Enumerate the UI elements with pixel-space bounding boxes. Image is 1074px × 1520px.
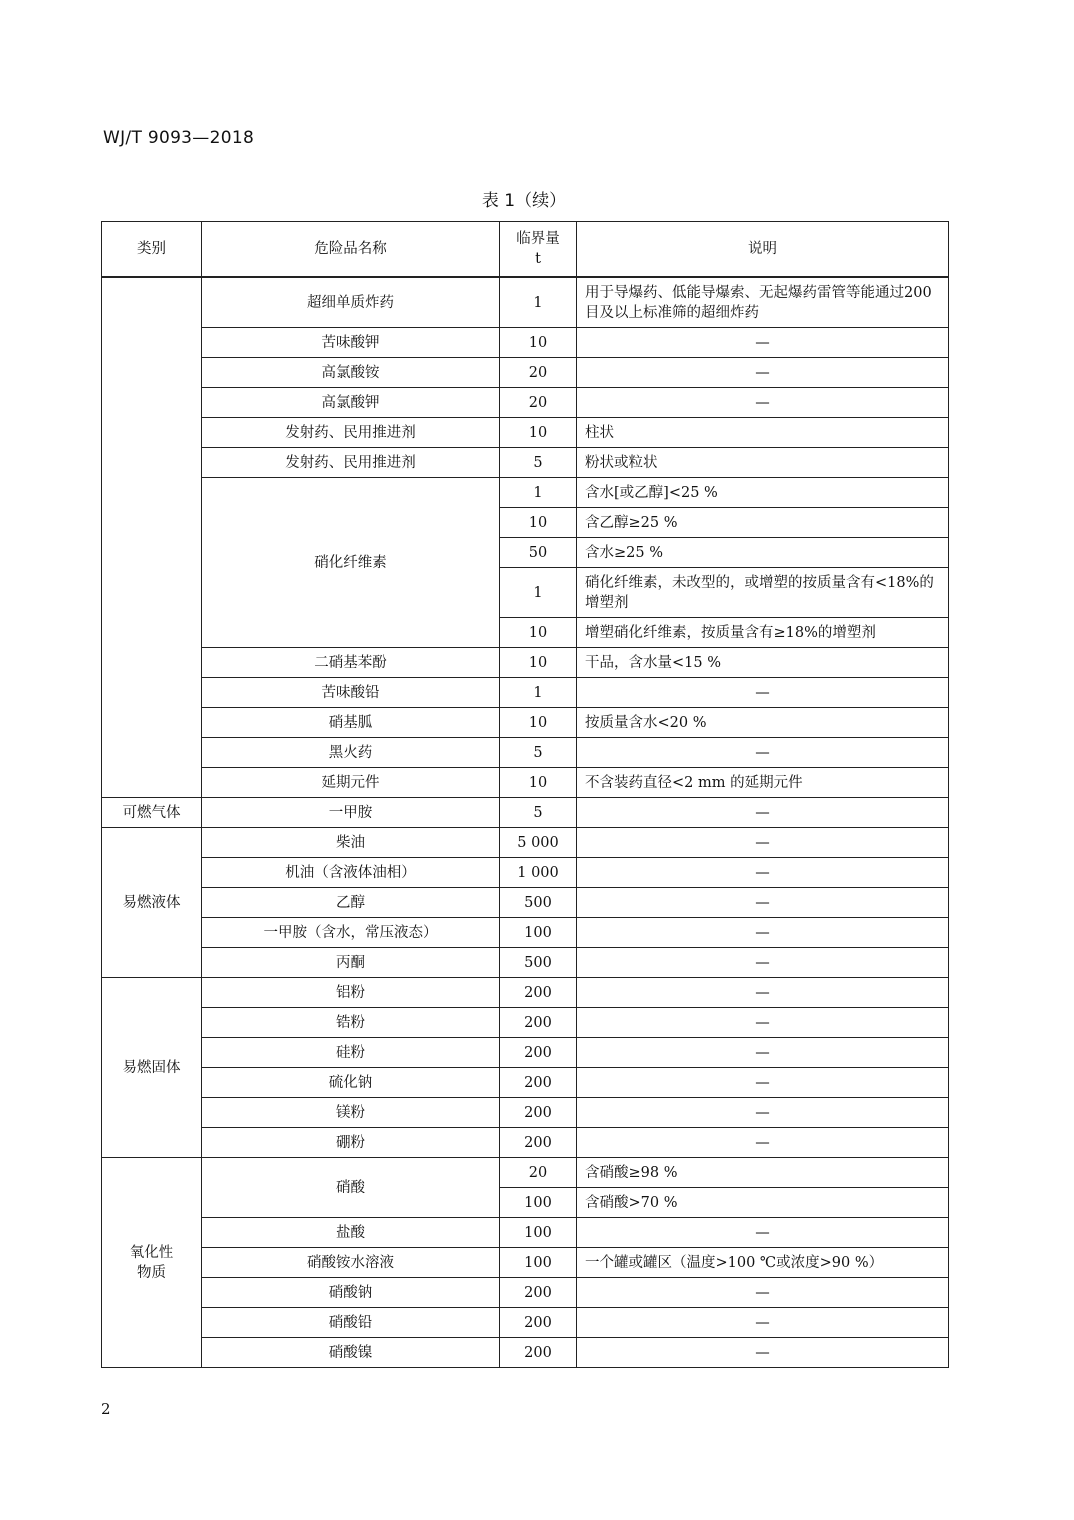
item-note: 含乙醇≥25 %: [577, 508, 949, 538]
item-quantity: 10: [500, 648, 577, 678]
item-quantity: 1: [500, 478, 577, 508]
table-row: [102, 828, 949, 858]
item-note: 硝化纤维素，未改型的，或增塑的按质量含有<18%的增塑剂: [577, 568, 949, 618]
category-flammable-gas: 可燃气体: [102, 798, 202, 828]
table-title: 表 1（续）: [481, 191, 567, 211]
item-name: 柴油: [202, 828, 500, 858]
item-name: 硫化钠: [202, 1068, 500, 1098]
item-name: 发射药、民用推进剂: [202, 448, 500, 478]
item-quantity: 200: [500, 1308, 577, 1338]
table-row: [102, 678, 949, 708]
item-note: —: [577, 678, 949, 708]
item-quantity: 200: [500, 1068, 577, 1098]
item-quantity: 10: [500, 618, 577, 648]
item-name: 发射药、民用推进剂: [202, 418, 500, 448]
header-quantity-unit: t: [535, 251, 541, 267]
table-row: [102, 448, 949, 478]
item-note: —: [577, 1098, 949, 1128]
table-row: [102, 948, 949, 978]
item-quantity: 1 000: [500, 858, 577, 888]
item-quantity: 200: [500, 1278, 577, 1308]
table-row: [102, 328, 949, 358]
item-quantity: 200: [500, 1128, 577, 1158]
table-row: [102, 918, 949, 948]
table-row: [102, 1038, 949, 1068]
item-note: 含硝酸≥98 %: [577, 1158, 949, 1188]
item-note: —: [577, 1338, 949, 1368]
item-note: 增塑硝化纤维素，按质量含有≥18%的增塑剂: [577, 618, 949, 648]
item-name: 硝酸镍: [202, 1338, 500, 1368]
item-name: 硼粉: [202, 1128, 500, 1158]
table-row: [102, 978, 949, 1008]
item-name: 锆粉: [202, 1008, 500, 1038]
header-quantity-label: 临界量: [516, 231, 560, 247]
item-quantity: 200: [500, 1008, 577, 1038]
header-category: 类别: [102, 222, 202, 278]
item-note: 含水≥25 %: [577, 538, 949, 568]
item-note: —: [577, 1278, 949, 1308]
item-quantity: 1: [500, 678, 577, 708]
item-quantity: 100: [500, 1248, 577, 1278]
item-quantity: 10: [500, 768, 577, 798]
item-quantity: 500: [500, 948, 577, 978]
table-row: [102, 768, 949, 798]
table-row: [102, 738, 949, 768]
item-note: —: [577, 1008, 949, 1038]
item-name: 黑火药: [202, 738, 500, 768]
item-quantity: 20: [500, 1158, 577, 1188]
item-note: —: [577, 858, 949, 888]
item-quantity: 50: [500, 538, 577, 568]
item-quantity: 5 000: [500, 828, 577, 858]
item-note: 一个罐或罐区（温度>100 ℃或浓度>90 %）: [577, 1248, 949, 1278]
table-row: [102, 1338, 949, 1368]
table-row: [102, 888, 949, 918]
item-quantity: 200: [500, 978, 577, 1008]
item-note: —: [577, 1128, 949, 1158]
item-name: 铝粉: [202, 978, 500, 1008]
table-row: [102, 1008, 949, 1038]
document-code: WJ/T 9093—2018: [103, 128, 255, 148]
table-row: [102, 858, 949, 888]
item-name: 一甲胺: [202, 798, 500, 828]
item-note: —: [577, 978, 949, 1008]
table-row: [102, 1278, 949, 1308]
item-note: —: [577, 1068, 949, 1098]
item-note: —: [577, 1038, 949, 1068]
item-quantity: 200: [500, 1038, 577, 1068]
item-name: 延期元件: [202, 768, 500, 798]
item-quantity: 200: [500, 1338, 577, 1368]
item-note: —: [577, 1218, 949, 1248]
header-name: 危险品名称: [202, 222, 500, 278]
item-note: —: [577, 738, 949, 768]
item-quantity: 500: [500, 888, 577, 918]
table-header-row: [102, 222, 949, 278]
item-note: —: [577, 1308, 949, 1338]
table-row: [102, 388, 949, 418]
item-name: 二硝基苯酚: [202, 648, 500, 678]
item-note: —: [577, 328, 949, 358]
item-note: 含水[或乙醇]<25 %: [577, 478, 949, 508]
item-note: 按质量含水<20 %: [577, 708, 949, 738]
page-number: 2: [101, 1400, 111, 1418]
item-note: —: [577, 388, 949, 418]
item-quantity: 1: [500, 568, 577, 618]
item-note: 用于导爆药、低能导爆索、无起爆药雷管等能通过200 目及以上标准筛的超细炸药: [577, 277, 949, 328]
item-quantity: 5: [500, 798, 577, 828]
table-row: [102, 478, 949, 508]
item-quantity: 20: [500, 358, 577, 388]
table-row: [102, 358, 949, 388]
item-quantity: 100: [500, 1188, 577, 1218]
item-name: 硝酸钠: [202, 1278, 500, 1308]
item-name: 一甲胺（含水，常压液态）: [202, 918, 500, 948]
item-name: 苦味酸铅: [202, 678, 500, 708]
header-note: 说明: [577, 222, 949, 278]
item-quantity: 10: [500, 328, 577, 358]
item-name: 硝酸铵水溶液: [202, 1248, 500, 1278]
item-name: 硅粉: [202, 1038, 500, 1068]
header-quantity: [500, 222, 577, 278]
item-name: 苦味酸钾: [202, 328, 500, 358]
hazard-threshold-table: [101, 221, 949, 1368]
category-oxidizer: 氧化性物质: [102, 1158, 202, 1368]
table-row: [102, 1098, 949, 1128]
item-name: 丙酮: [202, 948, 500, 978]
item-note: —: [577, 798, 949, 828]
item-quantity: 10: [500, 418, 577, 448]
item-quantity: 100: [500, 1218, 577, 1248]
item-note: —: [577, 828, 949, 858]
category-flammable-solid: 易燃固体: [102, 978, 202, 1158]
item-note: —: [577, 358, 949, 388]
item-name: 硝基胍: [202, 708, 500, 738]
item-name: 盐酸: [202, 1218, 500, 1248]
table-row: [102, 1158, 949, 1188]
item-name: 镁粉: [202, 1098, 500, 1128]
item-note: 不含装药直径<2 mm 的延期元件: [577, 768, 949, 798]
item-quantity: 10: [500, 708, 577, 738]
item-quantity: 5: [500, 448, 577, 478]
table-row: [102, 1128, 949, 1158]
table-row: [102, 418, 949, 448]
table-row: [102, 1068, 949, 1098]
item-name: 硝酸铅: [202, 1308, 500, 1338]
item-name: 乙醇: [202, 888, 500, 918]
item-note: 干品，含水量<15 %: [577, 648, 949, 678]
item-name: 高氯酸铵: [202, 358, 500, 388]
item-quantity: 100: [500, 918, 577, 948]
item-note: 含硝酸>70 %: [577, 1188, 949, 1218]
item-note: 柱状: [577, 418, 949, 448]
item-note: —: [577, 888, 949, 918]
table-row: [102, 648, 949, 678]
category-flammable-liquid: 易燃液体: [102, 828, 202, 978]
table-row: [102, 277, 949, 328]
item-quantity: 10: [500, 508, 577, 538]
item-quantity: 5: [500, 738, 577, 768]
table-row: [102, 798, 949, 828]
item-quantity: 20: [500, 388, 577, 418]
item-quantity: 200: [500, 1098, 577, 1128]
item-note: —: [577, 918, 949, 948]
table-row: [102, 708, 949, 738]
item-name: 高氯酸钾: [202, 388, 500, 418]
table-row: [102, 1248, 949, 1278]
item-name: 机油（含液体油相）: [202, 858, 500, 888]
category-explosive: [102, 277, 202, 798]
item-note: 粉状或粒状: [577, 448, 949, 478]
table-row: [102, 1218, 949, 1248]
item-name: 硝酸: [202, 1158, 500, 1218]
item-note: —: [577, 948, 949, 978]
item-name: 超细单质炸药: [202, 277, 500, 328]
item-name: 硝化纤维素: [202, 478, 500, 648]
item-quantity: 1: [500, 277, 577, 328]
table-row: [102, 1308, 949, 1338]
